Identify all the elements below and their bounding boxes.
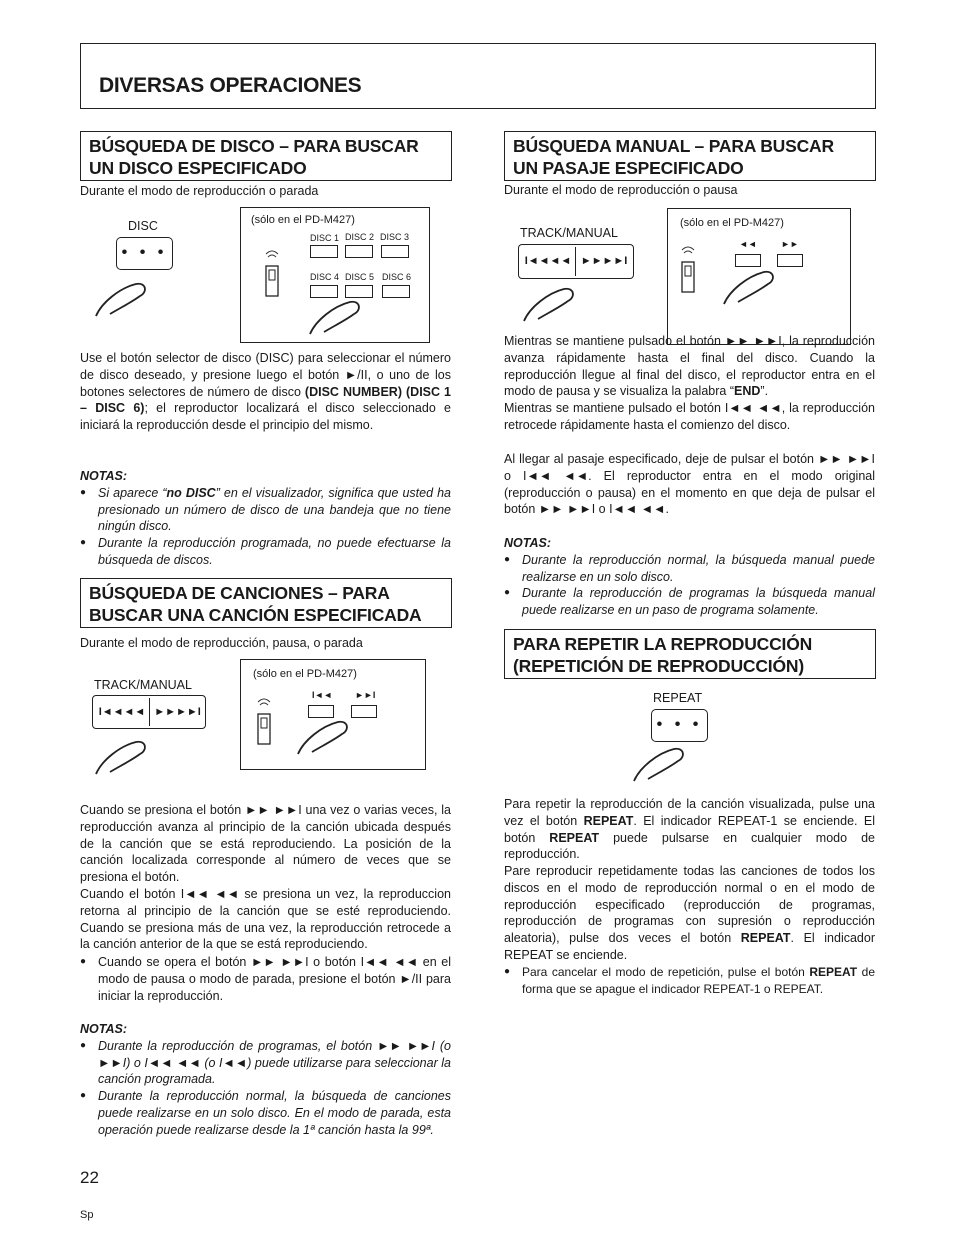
note-item: ● Durante la reproducción de programas la búsqueda manual puede realizarse en un paso de programa solamente. [504,585,875,619]
disc4-button[interactable] [310,285,338,298]
manual-search-body2: Mientras se mantiene pulsado el botón I◄◄ ◄◄, la reproducción retrocede rápidamente hasta el comienzo del disco. [504,401,875,432]
heading-line: BÚSQUEDA DE DISCO – PARA BUSCAR [89,136,419,156]
rewind-icon: ◄◄ [739,239,757,249]
manual-search-body1 [504,333,875,400]
disc3-label: DISC 3 [380,232,410,242]
disc-search-notes [80,468,451,569]
notes-title: NOTAS: [504,536,551,550]
song-search-notes [80,1021,451,1139]
remote-note: (sólo en el PD-M427) [253,668,357,680]
page-title: DIVERSAS OPERACIONES [99,74,362,97]
disc5-button[interactable] [345,285,373,298]
song-search-heading [80,578,452,628]
finger-icon [520,285,580,325]
heading-line: BUSCAR UNA CANCIÓN ESPECIFICADA [89,605,422,625]
remote-next-button[interactable] [351,705,377,718]
disc2-button[interactable] [345,245,373,258]
body-bold: END [734,384,761,399]
remote-note: (sólo en el PD-M427) [251,214,355,226]
repeat-button-label: REPEAT [653,691,703,705]
disc-search-mode: Durante el modo de reproducción o parada [80,184,319,198]
body-text: Para repetir la reproducción de la canción visualizada, pulse una vez el botón [504,797,875,828]
next-track-button[interactable]: ►►►►I [154,706,201,718]
heading-line: BÚSQUEDA DE CANCIONES – PARA [89,583,390,603]
prev-track-button[interactable]: I◄◄◄◄ [521,247,576,276]
note-item: ● Durante la reproducción normal, la búsqueda de canciones puede realizarse en un solo disco. En el modo de parada, esta operación puede realizarse desde la 1ª canción hasta la 99ª. [80,1088,451,1138]
body-bold: REPEAT [740,931,791,946]
disc6-label: DISC 6 [382,272,412,282]
body-text: Mientras se mantiene pulsado el botón ►► ►►I, la reproducción avanza rápidamente hasta el final del disco. Cuando la reproducción llegue al final del disco, el reproductor entra en el modo de pausa y se visualiza la palabra “ [504,334,875,399]
note-text: Si aparece “ [98,485,167,500]
song-search-body1: Cuando se presiona el botón ►► ►►I una vez o varias veces, la reproducción avanza al principio de la canción ubicada después de la canción que se está reproduciendo. La posición de la canción localizada corresponde al número de veces que se presiona el botón. [80,803,451,885]
repeat-body1 [504,796,875,863]
song-search-mode: Durante el modo de reproducción, pausa, o parada [80,636,363,650]
note-item: ● Durante la reproducción programada, no puede efectuarse la búsqueda de discos. [80,535,451,569]
heading-line: UN PASAJE ESPECIFICADO [513,158,744,178]
title-box [80,43,876,109]
prev-track-button[interactable]: I◄◄◄◄ [95,698,150,726]
remote-note: (sólo en el PD-M427) [680,217,784,229]
body-text: puede pulsarse en cualquier modo de reproducción. [504,830,875,862]
body-text: . El indicador REPEAT-1 se enciende. El botón [504,813,875,845]
finger-icon [294,718,354,758]
prev-icon: I◄◄ [312,690,333,700]
remote-prev-button[interactable] [308,705,334,718]
body-bold: REPEAT [549,830,600,845]
disc3-button[interactable] [381,245,409,258]
note-item [80,485,451,535]
body-text: Use el botón selector de disco (DISC) para seleccionar el número de disco deseado, y presione luego el botón ►/II, o uno de los botones selectores de número de disco [80,351,451,399]
remote-icon [254,694,274,746]
repeat-bullets [504,964,875,998]
body-text: ; el reproductor localizará el disco seleccionado e iniciará la reproducción desde el principio del mismo. [80,401,451,433]
finger-icon [92,738,152,778]
heading-line: (REPETICIÓN DE REPRODUCCIÓN) [513,656,804,676]
page-number: 22 [80,1168,99,1187]
manual-search-body3: Al llegar al pasaje especificado, deje de pulsar el botón ►► ►►I o I◄◄ ◄◄. El reproductor entra en el modo original (reproducción o pausa) en el momento en que deja de pulsar el botón ►► ►►I o I◄◄ ◄◄. [504,452,875,517]
manual-search-heading [504,131,876,181]
remote-fast-forward-button[interactable] [777,254,803,267]
finger-icon [306,298,366,338]
note-text: ” en el visualizador, significa que usted ha presionado un número de disco de una bandeja que no tiene ningún disco. [98,485,451,534]
disc6-button[interactable] [382,285,410,298]
heading-line: UN DISCO ESPECIFICADO [89,158,307,178]
body-bold: (DISC NUMBER) (DISC 1 – DISC 6) [80,384,451,416]
remote-rewind-button[interactable] [735,254,761,267]
finger-icon [720,268,780,308]
body-text: Para cancelar el modo de repetición, pulse el botón [522,965,810,979]
finger-icon [92,280,152,320]
disc-search-heading [80,131,452,181]
note-bold: no DISC [166,485,216,500]
finger-icon [630,745,690,785]
disc-button[interactable]: • • • [116,237,173,270]
next-icon: ►►I [355,690,376,700]
manual-search-notes [504,535,875,619]
body-bold: REPEAT [809,965,858,979]
song-search-body2: Cuando el botón I◄◄ ◄◄ se presiona un vez, la reproduccion retorna al principio de la canción que se esté reproduciendo. Cuando se presiona más de una vez, la reproducción retrocede a la canción anterior de la que se está reproduciendo. [80,887,451,952]
disc5-label: DISC 5 [345,272,375,282]
disc-button-label: DISC [128,219,158,233]
body-text: de forma que se apague el indicador REPEAT-1 o REPEAT. [522,965,875,996]
disc4-label: DISC 4 [310,272,340,282]
fast-forward-icon: ►► [781,239,799,249]
repeat-heading [504,629,876,679]
body-text: . El indicador REPEAT se enciende. [504,931,875,962]
notes-title: NOTAS: [80,469,127,483]
disc2-label: DISC 2 [345,232,375,242]
disc-search-body [80,350,451,434]
next-track-button[interactable]: ►►►►I [580,255,628,267]
remote-icon [678,242,698,294]
repeat-button[interactable]: • • • [651,709,708,742]
track-manual-label: TRACK/MANUAL [94,678,192,692]
bullet-item: ● Cuando se opera el botón ►► ►►I o botón I◄◄ ◄◄ en el modo de pausa o modo de parada, presione el botón ►/II para iniciar la reproducción. [80,954,451,1004]
repeat-body2 [504,863,875,964]
disc1-button[interactable] [310,245,338,258]
notes-title: NOTAS: [80,1022,127,1036]
song-search-bullets [80,954,451,1004]
disc1-label: DISC 1 [310,233,340,243]
body-bold: REPEAT [583,813,634,828]
language-code: Sp [80,1209,94,1221]
heading-line: PARA REPETIR LA REPRODUCCIÓN [513,634,813,654]
bullet-item [504,964,875,998]
body-text: ”. [760,384,769,399]
track-manual-label: TRACK/MANUAL [520,226,618,240]
remote-icon [262,246,282,298]
manual-search-mode: Durante el modo de reproducción o pausa [504,183,738,197]
body-text: Pare reproducir repetidamente todas las canciones de todos los discos en el modo de reproducción normal o en el modo de reproducción especificado (reproducción de programas, reproducción de programas con supresión o reproducción aleatoria), pulse dos veces el botón [504,864,875,946]
heading-line: BÚSQUEDA MANUAL – PARA BUSCAR [513,136,834,156]
note-item: ● Durante la reproducción normal, la búsqueda manual puede realizarse en un solo disco. [504,552,875,586]
note-item: ● Durante la reproducción de programas, el botón ►► ►►I (o ►►I) o I◄◄ ◄◄ (o I◄◄) puede utilizarse para seleccionar la canción programada. [80,1038,451,1088]
